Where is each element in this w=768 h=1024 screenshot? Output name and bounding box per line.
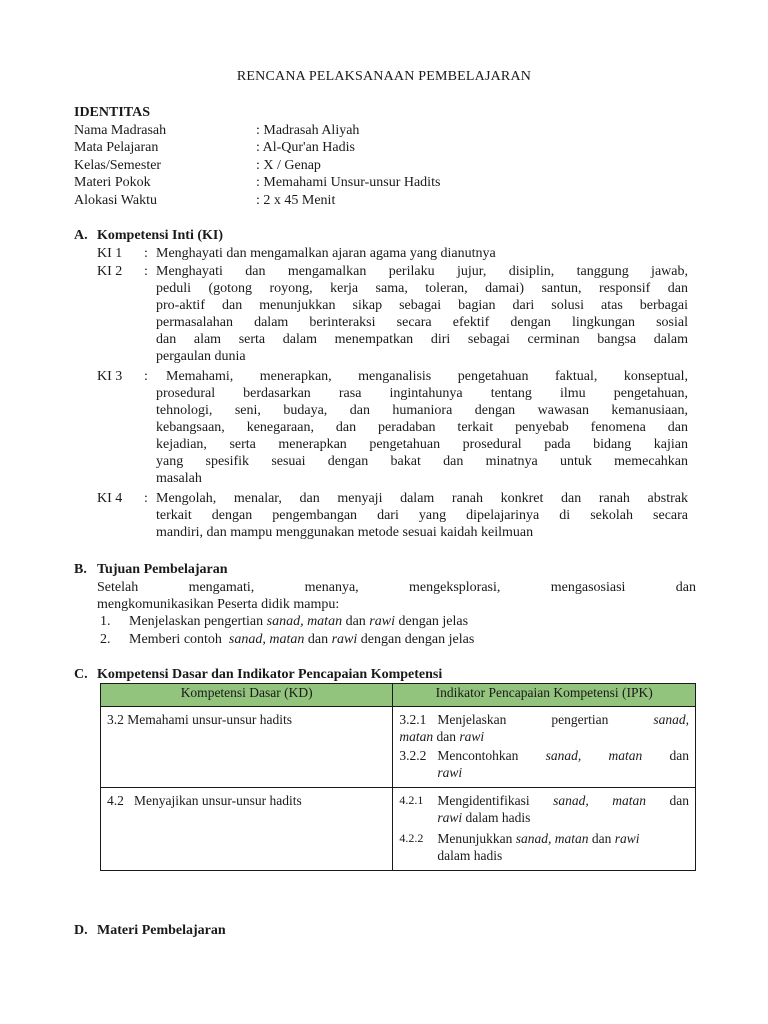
ki2-line: peduli (gotong royong, kerja sama, toleran, damai) santun, responsif dan [156, 281, 688, 296]
ipk-text-part: dan [646, 793, 689, 808]
ki3-label: KI 3 [97, 369, 123, 384]
ipk-text-part: dalam hadis [462, 810, 531, 825]
ki2-line: permasalahan dalam berinteraksi secara efektif dengan lingkungan sosial [156, 315, 688, 330]
ipk-italic-part: matan [399, 729, 434, 744]
table-row [101, 707, 696, 788]
ki2-line: Menghayati dan mengamalkan perilaku jujur, disiplin, tanggung jawab, [156, 264, 688, 279]
ipk-number: 3.2.2 [399, 748, 427, 763]
kd-ipk-table [100, 683, 696, 871]
ki1-colon: : [144, 246, 148, 261]
ipk-line [437, 809, 689, 826]
identitas-value-alokasi-waktu: : 2 x 45 Menit [256, 193, 336, 208]
identitas-value-kelas-semester: : X / Genap [256, 158, 321, 173]
ki3-line: yang spesifik sesuai dengan bakat dan minatnya untuk memecahkan [156, 454, 688, 469]
ipk-italic-part: sanad, matan [515, 831, 589, 846]
ki4-text [156, 490, 688, 541]
tujuan-item [129, 631, 474, 648]
ipk-item-continuation [399, 728, 689, 745]
section-c-title: Kompetensi Dasar dan Indikator Pencapaian Kompetensi [97, 667, 443, 682]
tujuan-item [129, 613, 468, 630]
ipk-italic-part: rawi [614, 831, 640, 846]
ipk-line: dalam hadis [437, 848, 503, 863]
ipk-italic-part: rawi [459, 729, 485, 744]
identitas-heading: IDENTITAS [74, 105, 150, 120]
table-header-row [101, 684, 696, 707]
ipk-item [399, 747, 689, 781]
ki3-first-line [166, 368, 688, 385]
kd-cell: 3.2 Memahami unsur-unsur hadits [101, 707, 393, 788]
ipk-text-part: Menunjukkan [437, 831, 516, 846]
tujuan-item-text: Menjelaskan pengertian [129, 614, 267, 629]
ipk-text [437, 747, 689, 781]
ki3-line: tehnologi, seni, budaya, dan humaniora dengan wawasan kemanusiaan, [156, 403, 688, 418]
ki4-line: terkait dengan pengembangan dari yang dipelajarinya di sekolah secara [156, 508, 688, 523]
tujuan-intro-line-1: Setelah mengamati, menanya, mengeksplorasi, mengasosiasi dan [97, 580, 696, 595]
identitas-label-alokasi-waktu: Alokasi Waktu [74, 193, 157, 208]
tujuan-item-text: dan [304, 632, 332, 647]
ipk-italic-part: rawi [437, 765, 463, 780]
section-d-title: Materi Pembelajaran [97, 923, 226, 938]
tujuan-item-italic: sanad, matan [228, 632, 305, 647]
ki2-colon: : [144, 264, 148, 279]
ipk-text-part: Mengidentifikasi [437, 793, 554, 808]
identitas-label-nama-madrasah: Nama Madrasah [74, 123, 167, 138]
ipk-text-part: dan [642, 748, 689, 763]
ki3-line: kejadian, serta menerapkan pengetahuan prosedural pada bidang kajian [156, 437, 688, 452]
section-d-letter: D. [74, 923, 88, 938]
ipk-line [437, 830, 689, 847]
identitas-label-materi-pokok: Materi Pokok [74, 175, 151, 190]
ipk-line [437, 747, 689, 764]
ki2-line: pro-aktif dan menunjukkan sikap sebagai bagian dari solusi atas berbagai [156, 298, 688, 313]
ki3-colon: : [144, 369, 148, 384]
ipk-item [399, 830, 689, 864]
ki4-label: KI 4 [97, 491, 123, 506]
ipk-text-part: dan [588, 831, 615, 846]
ki2-line: pergaulan dunia [156, 349, 246, 364]
ki3-line: kebangsaan, kenegaraan, dan peradaban terkait penyebab fenomena dan [156, 420, 688, 435]
section-a-title: Kompetensi Inti (KI) [97, 228, 223, 243]
ipk-line [437, 711, 689, 728]
ipk-italic-part: sanad, matan [553, 793, 646, 808]
ki4-line: mandiri, dan mampu menggunakan metode sesuai kaidah keilmuan [156, 525, 534, 540]
ipk-text [437, 792, 689, 826]
ipk-italic-part: rawi [437, 810, 463, 825]
kd-cell: 4.2 Menyajikan unsur-unsur hadits [101, 788, 393, 871]
section-b-letter: B. [74, 562, 87, 577]
identitas-value-nama-madrasah: : Madrasah Aliyah [256, 123, 360, 138]
ki3-line: Memahami, menerapkan, menganalisis pengetahuan faktual, konseptual, [166, 369, 688, 384]
ipk-number: 3.2.1 [399, 712, 427, 727]
ipk-text [437, 830, 689, 864]
tujuan-item-text: dan [342, 614, 370, 629]
ipk-item [399, 711, 689, 728]
table-row [101, 788, 696, 871]
ki3-text [156, 385, 688, 487]
tujuan-intro-line-2: mengkomunikasikan Peserta didik mampu: [97, 597, 340, 612]
ipk-number: 4.2.2 [399, 831, 424, 845]
ki4-colon: : [144, 491, 148, 506]
ipk-cell [393, 788, 696, 871]
ki2-label: KI 2 [97, 264, 123, 279]
ipk-number: 4.2.1 [399, 793, 424, 807]
tujuan-item-number: 2. [100, 632, 111, 647]
ki3-line: masalah [156, 471, 202, 486]
tujuan-item-text: Memberi contoh [129, 632, 229, 647]
ipk-text-part: dan [433, 729, 460, 744]
tujuan-item-italic: sanad, matan [266, 614, 343, 629]
ipk-text-part: Mencontohkan [437, 748, 546, 763]
tujuan-item-number: 1. [100, 614, 111, 629]
section-b-title: Tujuan Pembelajaran [97, 562, 228, 577]
tujuan-item-italic: rawi [331, 632, 358, 647]
ipk-italic-part: sanad, [653, 712, 689, 727]
ki3-line: prosedural berdasarkan rasa ingintahunya tentang ilmu pengetahuan, [156, 386, 688, 401]
tujuan-item-text: dengan jelas [394, 614, 469, 629]
ki2-line: dan alam serta dalam menempatkan diri sebagai cerminan bangsa dalam [156, 332, 688, 347]
ki2-text [156, 263, 688, 365]
ipk-line [437, 792, 689, 809]
ki4-line: Mengolah, menalar, dan menyaji dalam ranah konkret dan ranah abstrak [156, 491, 688, 506]
section-c-letter: C. [74, 667, 88, 682]
section-a-letter: A. [74, 228, 88, 243]
tujuan-item-italic: rawi [369, 614, 395, 629]
table-header-kd: Kompetensi Dasar (KD) [101, 684, 393, 707]
identitas-value-materi-pokok: : Memahami Unsur-unsur Hadits [256, 175, 441, 190]
ipk-text [437, 711, 689, 728]
identitas-label-mata-pelajaran: Mata Pelajaran [74, 140, 159, 155]
ki1-label: KI 1 [97, 246, 123, 261]
identitas-label-kelas-semester: Kelas/Semester [74, 158, 162, 173]
identitas-value-mata-pelajaran: : Al-Qur'an Hadis [256, 140, 355, 155]
document-title: RENCANA PELAKSANAAN PEMBELAJARAN [236, 69, 532, 84]
ki1-text: Menghayati dan mengamalkan ajaran agama yang dianutnya [156, 246, 496, 261]
ipk-text-part: Menjelaskan pengertian [437, 712, 654, 727]
ipk-line [437, 764, 689, 781]
ipk-cell [393, 707, 696, 788]
tujuan-item-text: dengan dengan jelas [357, 632, 475, 647]
ipk-italic-part: sanad, matan [545, 748, 643, 763]
ipk-item [399, 792, 689, 826]
table-header-ipk: Indikator Pencapaian Kompetensi (IPK) [393, 684, 696, 707]
